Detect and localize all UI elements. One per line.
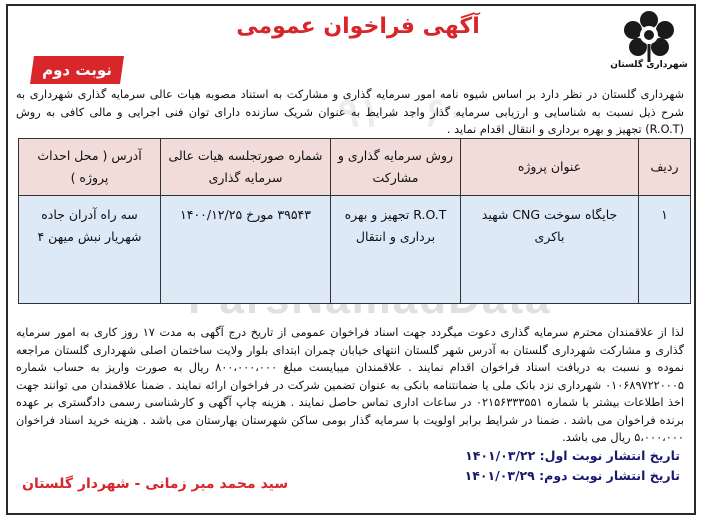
cell-project-title: جایگاه سوخت CNG شهید باکری <box>461 196 639 304</box>
second-publication-date: تاریخ انتشار نوبت دوم: ۱۴۰۱/۰۳/۲۹ <box>464 468 680 483</box>
table-header-row <box>19 139 691 196</box>
round-badge <box>28 54 126 86</box>
ad-frame <box>6 4 696 515</box>
table-row <box>19 196 691 304</box>
intro-paragraph: شهرداری گلستان در نظر دارد بر اساس شیوه نامه امور سرمایه گذاری و مشارکت به استناد مصوبه هیات عالی سرمایه گذاری شهرداری به شرح ذیل نسبت به شناسایی و ارزیابی سرمایه گذار واجد شرایط به عنوان شریک سازنده دارای توان فنی اجرایی و مالی کافی به روش (R.O.T) تجهیز و بهره برداری و انتقال اقدام نماید . <box>16 88 684 136</box>
badge-label: نوبت دوم <box>42 61 112 79</box>
mayor-signature: سید محمد میر زمانی - شهردار گلستان <box>22 476 289 492</box>
body-paragraph: لذا از علاقمندان محترم سرمایه گذاری دعوت میگردد جهت اسناد فراخوان عمومی از تاریخ درج آگهی به مدت ۱۷ روز کاری به امور سرمایه گذاری و مشارکت شهرداری گلستان به آدرس شهر گلستان انتهای خیابان چمران ابتدای بلوار ولایت ساختمان اصلی شهرداری گلستان مراجعه نموده و نسبت به دریافت اسناد فراخوان اقدام نمایند . علاقمندان میبایست مبلغ ۸۰۰،۰۰۰،۰۰۰ ریال به صورت واریز به حساب شماره ۰۱۰۶۸۹۷۲۲۰۰۰۵ شهرداری نزد بانک ملی یا ضمانتنامه بانکی به عنوان تضمین شرکت در فراخوان ارائه نمایند . ضمنا علاقمندان می توانند جهت اخذ اطلاعات بیشتر با شماره ۰۲۱۵۶۳۳۳۵۵۱ در ساعات اداری تماس حاصل نمایند . هزینه چاپ آگهی و کارشناسی رسمی دادگستری بر عهده برنده فراخوان می باشد . ضمنا در شرایط برابر اولویت با سرمایه گذار بومی ساکن شهرستان بهارستان می باشد . هزینه خرید اسناد فراخوان ۵،۰۰۰،۰۰۰ ریال می باشد. <box>16 326 684 444</box>
flower-logo-icon <box>616 10 682 66</box>
cell-investment-method: R.O.T تجهیز و بهره برداری و انتقال <box>331 196 461 304</box>
watermark-number: ۹۱۰۰۶۰ <box>338 91 467 135</box>
logo-caption: شهرداری گلستان <box>610 60 688 70</box>
header-project-title: عنوان پروژه <box>461 139 639 196</box>
header-minutes-number: شماره صورتجلسه هیات عالی سرمایه گذاری <box>161 139 331 196</box>
cell-row-number: ۱ <box>639 196 691 304</box>
header-project-address: آدرس ( محل احداث پروژه ) <box>19 139 161 196</box>
projects-table <box>18 138 691 304</box>
publication-dates <box>465 446 680 486</box>
ad-title: آگهی فراخوان عمومی <box>236 14 480 39</box>
first-publication-date: تاریخ انتشار نوبت اول: ۱۴۰۱/۰۳/۲۲ <box>465 448 680 463</box>
cell-minutes-number: ۳۹۵۴۳ مورخ ۱۴۰۰/۱۲/۲۵ <box>161 196 331 304</box>
header-investment-method: روش سرمایه گذاری و مشارکت <box>331 139 461 196</box>
header-row-number: ردیف <box>639 139 691 196</box>
cell-project-address: سه راه آدران جاده شهریار نبش میهن ۴ <box>19 196 161 304</box>
